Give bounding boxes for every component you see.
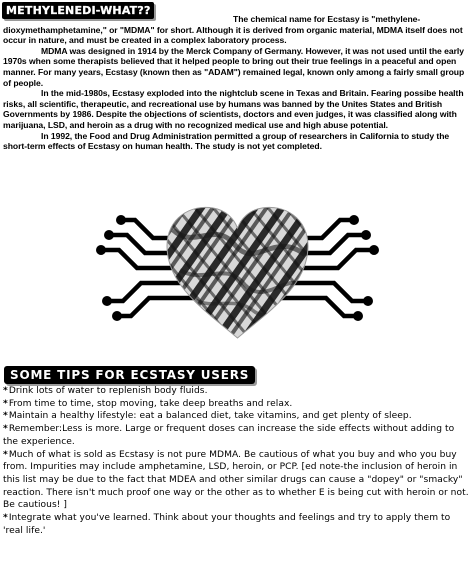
tip-text: Drink lots of water to replenish body fluids. [8, 386, 208, 396]
heart-circuit-icon [95, 200, 380, 350]
tip-item [3, 410, 471, 423]
tip-text: Much of what is sold as Ecstasy is not pure MDMA. Be cautious of what you buy and who you buy from. Impurities may include amphetamine, LSD, heroin, or PCP. [ed note-the inclusion of heroin in this list may be due to the fact that MDEA and other similar drugs can cause a "dopey" or "smacky" reaction. There isn't much proof one way or the other as to whether E is being cut with heroin or not. Be cautious! ] [3, 449, 469, 511]
circuit-nodes-left [96, 215, 126, 321]
bullet-icon: * [3, 449, 8, 460]
tip-item [3, 512, 471, 537]
tips-title: SOME TIPS FOR ECSTASY USERS [10, 368, 250, 382]
tip-text: Integrate what you've learned. Think about your thoughts and feelings and try to apply them to 'real life.' [3, 513, 451, 536]
zebra-heart [155, 200, 325, 350]
article-paragraph: In the mid-1980s, Ecstasy exploded into the nightclub scene in Texas and Britain. Fearing possibe health risks, all scientific, therapeutic, and recreational use by humans was banned by the Unites States and British Governments by 1986. Despite the objections of scientists, doctors and even judges, it was classified along with marijuana, LSD, and heroin as a drug with no recognized medical use and high abuse potential. [3, 88, 464, 130]
heart-circuit-svg [95, 200, 380, 350]
article-title: METHYLENEDI-WHAT?? [6, 4, 151, 17]
article-paragraph: MDMA was designed in 1914 by the Merck Company of Germany. However, it was not used until the early 1970s when some therapists believed that it helped people to bring out their true feelings in a peaceful and open manner. For many years, Ecstasy (known then as "ADAM") remained legal, known only among a fairly small group of people. [3, 45, 465, 88]
article-paragraph: The chemical name for Ecstasy is "methylene-dioxymethamphetamine," or "MDMA" for short. Although it is derived from organic material, MDMA itself does not occur in nature, and must be created in a complex laboratory process. [3, 14, 463, 46]
bullet-icon: * [3, 411, 8, 422]
tip-text: From time to time, stop moving, take deep breaths and relax. [8, 398, 293, 409]
tip-item [3, 449, 471, 513]
bullet-icon: * [3, 398, 8, 409]
article-paragraph: In 1992, the Food and Drug Administration permitted a group of researchers in California to study the short-term effects of Ecstasy on human health. The study is not yet completed. [3, 130, 450, 152]
tip-text: Maintain a healthy lifestyle: eat a balanced diet, take vitamins, and get plenty of sleep. [8, 411, 412, 422]
tip-item [3, 385, 471, 398]
tips-title-banner [4, 366, 255, 384]
tip-text: Remember:Less is more. Large or frequent doses can increase the side effects without adding to the experience. [3, 424, 455, 447]
circuit-nodes-right [349, 215, 379, 321]
tip-item [3, 423, 471, 448]
tip-item [3, 398, 471, 411]
article-body [3, 14, 471, 152]
bullet-icon: * [3, 513, 8, 524]
bullet-icon: * [3, 424, 8, 435]
bullet-icon: * [3, 386, 8, 396]
tips-list [3, 385, 471, 537]
